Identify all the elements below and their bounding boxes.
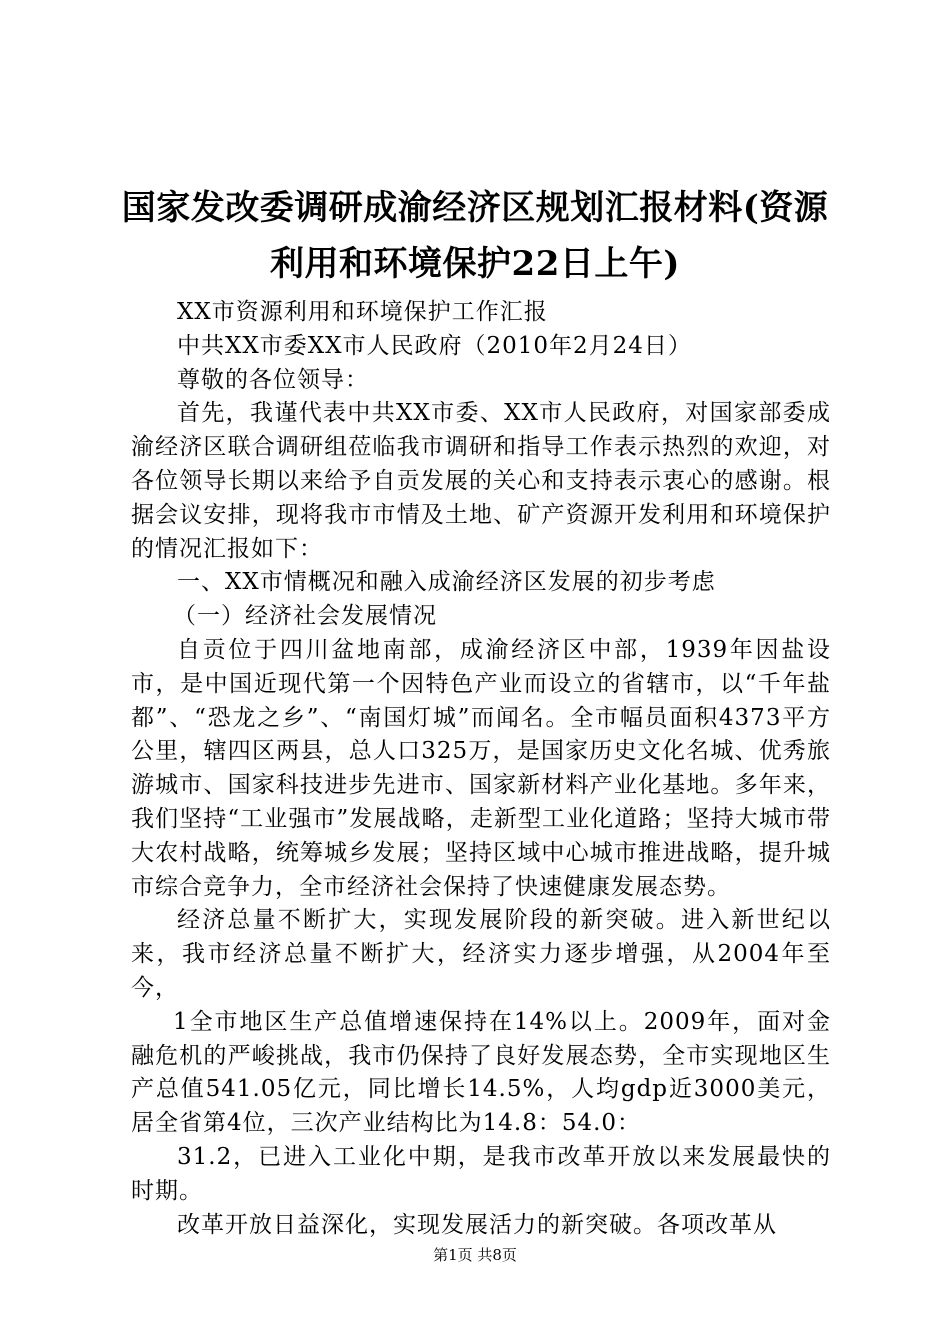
paragraph-intro: 首先，我谨代表中共XX市委、XX市人民政府，对国家部委成渝经济区联合调研组莅临我市调研和指导工作表示热烈的欢迎，对各位领导长期以来给予自贡发展的关心和支持表示衷心的感谢。根据会议安排，现将我市市情及土地、矿产资源开发利用和环境保护的情况汇报如下： [131,400,831,562]
page-number: 第1页 共8页 [433,1246,517,1264]
salutation: 尊敬的各位领导： [177,366,369,393]
paragraph-reform: 改革开放日益深化，实现发展活力的新突破。各项改革从 [177,1211,777,1238]
paragraph-structure: 31.2，已进入工业化中期，是我市改革开放以来发展最快的时期。 [131,1143,831,1204]
paragraph-economy: 经济总量不断扩大，实现发展阶段的新突破。进入新世纪以来，我市经济总量不断扩大，经济实力逐步增强，从2004年至今， [131,907,831,1001]
document-title: 国家发改委调研成渝经济区规划汇报材料(资源利用和环境保护22日上午) [121,188,829,284]
report-issuer: 中共XX市委XX市人民政府（2010年2月24日） [177,332,692,359]
subsection-heading-1: （一）经济社会发展情况 [173,603,437,630]
section-heading-1: 一、XX市情概况和融入成渝经济区发展的初步考虑 [177,569,716,596]
report-heading: XX市资源利用和环境保护工作汇报 [177,299,548,325]
document-body [131,296,831,1242]
paragraph-gdp: 1全市地区生产总值增速保持在14%以上。2009年，面对金融危机的严峻挑战，我市仍保持了良好发展态势，全市实现地区生产总值541.05亿元，同比增长14.5%，人均gdp近3000美元，居全省第4位，三次产业结构比为14.8：54.0： [131,1008,831,1137]
paragraph-overview: 自贡位于四川盆地南部，成渝经济区中部，1939年因盐设市，是中国近现代第一个因特色产业而设立的省辖市，以“千年盐都”、“恐龙之乡”、“南国灯城”而闻名。全市幅员面积4373平方公里，辖四区两县，总人口325万，是国家历史文化名城、优秀旅游城市、国家科技进步先进市、国家新材料产业化基地。多年来，我们坚持“工业强市”发展战略，走新型工业化道路；坚持大城市带大农村战略，统筹城乡发展；坚持区域中心城市推进战略，提升城市综合竞争力，全市经济社会保持了快速健康发展态势。 [131,636,831,900]
